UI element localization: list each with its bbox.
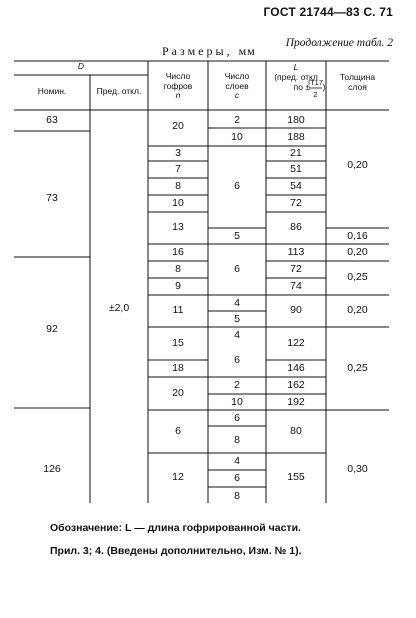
corrugation-value: 7 <box>175 163 181 175</box>
header-corrugations <box>148 72 208 101</box>
length-value: 122 <box>287 337 305 349</box>
header-length-line1: (пред. откл <box>274 71 318 82</box>
header-layers-line2: слоев <box>225 80 249 91</box>
corrugation-value: 11 <box>172 304 184 316</box>
d-value: 126 <box>43 463 61 475</box>
length-value: 155 <box>287 471 305 483</box>
corrugation-value: 16 <box>172 246 184 258</box>
corrugation-value: 6 <box>175 425 181 437</box>
layers-value: 5 <box>234 230 240 242</box>
tolerance-value: ±2,0 <box>108 302 130 314</box>
length-value: 146 <box>287 362 305 374</box>
header-length-symbol: L <box>293 62 299 72</box>
amendment-note: Прил. 3; 4. (Введены дополнительно, Изм. № 1). <box>50 545 302 557</box>
layers-value: 4 <box>234 329 240 341</box>
header-corrugations-symbol: n <box>175 90 181 100</box>
corrugation-value: 20 <box>172 120 184 132</box>
layers-value: 8 <box>234 490 240 502</box>
header-thickness-line1: Толщина <box>339 72 376 82</box>
header-corrugations-line1: Число <box>165 71 191 81</box>
header-corrugations-line2: гофров <box>163 80 193 91</box>
layers-value: 2 <box>234 114 240 126</box>
corrugation-value: 9 <box>175 280 181 292</box>
layers-value: 6 <box>234 354 240 366</box>
corrugation-value: 10 <box>172 197 184 209</box>
length-value: 192 <box>287 396 305 408</box>
layers-value: 8 <box>234 434 240 446</box>
length-value: 72 <box>290 197 302 209</box>
header-length-frac-num: IT17 <box>307 78 323 87</box>
layers-value: 4 <box>234 455 240 467</box>
header-layers-symbol: с <box>234 90 240 100</box>
header-d: D <box>77 61 85 71</box>
length-value: 21 <box>290 147 302 159</box>
corrugation-value: 15 <box>172 337 184 349</box>
dimensions-unit: мм <box>238 44 256 58</box>
header-thickness-line2: слоя <box>348 81 367 92</box>
page-header: ГОСТ 21744—83 С. 71 <box>263 5 393 19</box>
thickness-value: 0,20 <box>347 304 368 316</box>
layers-value: 6 <box>234 263 240 275</box>
length-value: 72 <box>290 263 302 275</box>
thickness-value: 0,30 <box>347 463 368 475</box>
corrugation-value: 12 <box>172 471 184 483</box>
d-value: 73 <box>46 192 58 204</box>
length-value: 90 <box>290 304 302 316</box>
length-value: 74 <box>290 280 302 292</box>
header-length-pre: по ± <box>293 82 310 92</box>
corrugation-value: 8 <box>175 263 181 275</box>
layers-value: 4 <box>234 297 240 309</box>
length-value: 180 <box>287 114 305 126</box>
length-value: 188 <box>287 131 305 143</box>
header-layers <box>208 72 266 101</box>
d-value: 92 <box>46 323 58 335</box>
d-value: 63 <box>46 114 58 126</box>
table-continuation-label: Продолжение табл. 2 <box>285 37 393 49</box>
corrugation-value: 8 <box>175 180 181 192</box>
layers-value: 6 <box>234 412 240 424</box>
layers-value: 2 <box>234 379 240 391</box>
length-value: 80 <box>290 425 302 437</box>
corrugation-value: 18 <box>172 362 184 374</box>
header-length-post: ) <box>322 82 326 92</box>
layers-value: 6 <box>234 180 240 192</box>
designation-note: Обозначение: L — длина гофрированной части. <box>50 522 301 534</box>
thickness-value: 0,20 <box>347 159 368 171</box>
layers-value: 10 <box>231 396 243 408</box>
layers-value: 6 <box>234 472 240 484</box>
corrugation-value: 3 <box>175 147 181 159</box>
thickness-value: 0,25 <box>347 362 368 374</box>
length-value: 51 <box>290 163 302 175</box>
corrugation-value: 20 <box>172 387 184 399</box>
thickness-value: 0,20 <box>347 246 368 258</box>
header-layers-line1: Число <box>224 71 250 81</box>
header-thickness <box>326 73 389 92</box>
header-tolerance: Пред. откл. <box>96 86 142 96</box>
length-value: 113 <box>287 246 305 258</box>
layers-value: 10 <box>231 131 243 143</box>
header-nominal: Номин. <box>37 86 67 96</box>
thickness-value: 0,25 <box>347 271 368 283</box>
header-length-frac-den: 2 <box>313 90 318 99</box>
length-value: 162 <box>287 379 305 391</box>
length-value: 54 <box>290 180 302 192</box>
thickness-value: 0,16 <box>347 230 368 242</box>
dimensions-title: Размеры, <box>162 44 233 58</box>
corrugation-value: 13 <box>172 221 184 233</box>
layers-value: 5 <box>234 313 240 325</box>
length-value: 86 <box>290 221 302 233</box>
